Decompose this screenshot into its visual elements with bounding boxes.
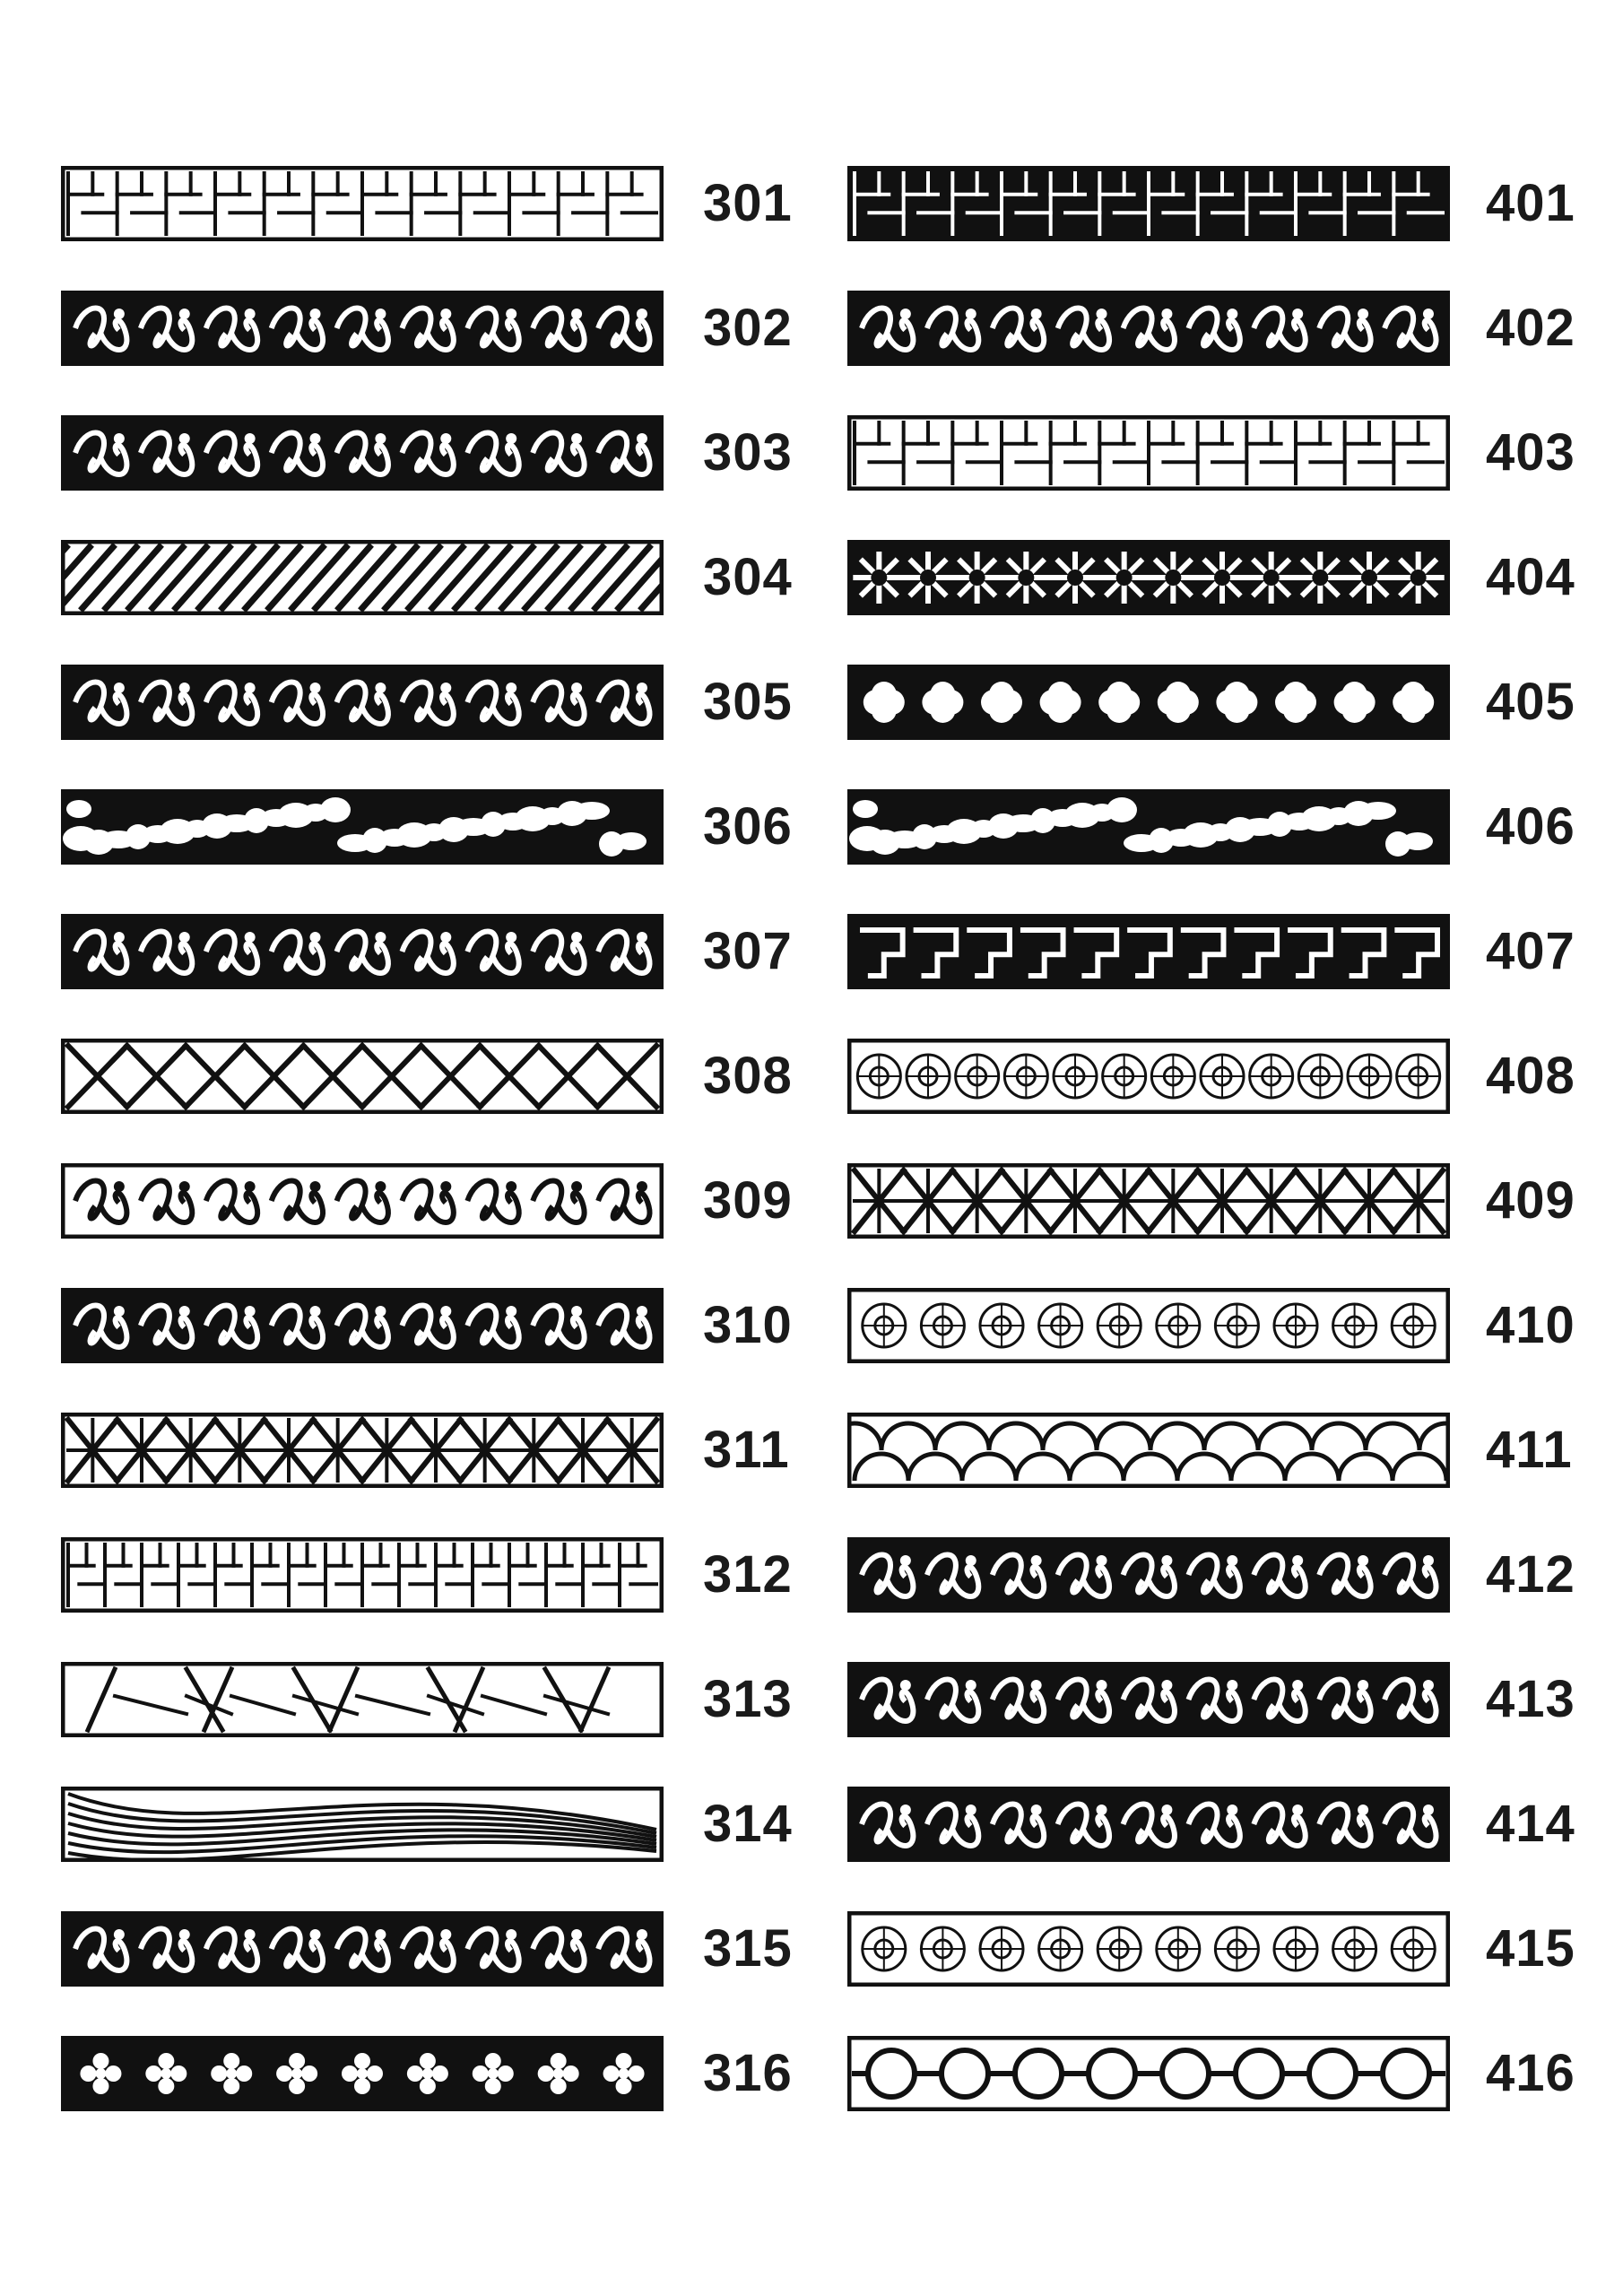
item-code: 309 bbox=[703, 1171, 793, 1230]
item-code: 303 bbox=[703, 423, 793, 482]
catalog-item-405 bbox=[847, 665, 1623, 740]
item-code: 302 bbox=[703, 299, 793, 357]
catalog-item-416 bbox=[847, 2036, 1623, 2111]
item-code: 307 bbox=[703, 922, 793, 980]
item-code: 313 bbox=[703, 1670, 793, 1728]
catalog-item-406 bbox=[847, 789, 1623, 865]
item-code: 411 bbox=[1486, 1421, 1573, 1479]
catalog-item-414 bbox=[847, 1787, 1623, 1862]
item-code: 305 bbox=[703, 673, 793, 731]
catalog-item-313 bbox=[61, 1662, 812, 1737]
catalog-item-303 bbox=[61, 415, 812, 491]
pattern-panel-scroll-dense bbox=[61, 1911, 664, 1987]
catalog-item-309 bbox=[61, 1163, 812, 1239]
item-code: 406 bbox=[1486, 797, 1575, 856]
item-code: 410 bbox=[1486, 1296, 1575, 1354]
catalog-item-312 bbox=[61, 1537, 812, 1613]
catalog-item-412 bbox=[847, 1537, 1623, 1613]
pattern-panel-fret-bold bbox=[847, 166, 1450, 241]
pattern-panel-fret bbox=[61, 166, 664, 241]
item-code: 408 bbox=[1486, 1047, 1575, 1105]
pattern-panel-vine-fine bbox=[847, 1787, 1450, 1862]
pattern-panel-diagonal bbox=[61, 540, 664, 615]
item-code: 308 bbox=[703, 1047, 793, 1105]
item-code: 407 bbox=[1486, 922, 1575, 980]
pattern-panel-cloud-large bbox=[847, 1537, 1450, 1613]
item-code: 412 bbox=[1486, 1545, 1575, 1604]
catalog-item-408 bbox=[847, 1039, 1623, 1114]
item-code: 403 bbox=[1486, 423, 1575, 482]
catalog-item-413 bbox=[847, 1662, 1623, 1737]
item-code: 415 bbox=[1486, 1919, 1575, 1978]
pattern-panel-rings bbox=[847, 2036, 1450, 2111]
item-code: 306 bbox=[703, 797, 793, 856]
pattern-panel-stones bbox=[61, 789, 664, 865]
item-code: 414 bbox=[1486, 1795, 1575, 1853]
catalog-item-307 bbox=[61, 914, 812, 989]
pattern-panel-star-lattice bbox=[61, 1413, 664, 1488]
catalog-item-403 bbox=[847, 415, 1623, 491]
pattern-panel-scales bbox=[847, 1413, 1450, 1488]
item-code: 316 bbox=[703, 2044, 793, 2102]
catalog-item-404 bbox=[847, 540, 1623, 615]
pattern-panel-cross-lattice bbox=[847, 1163, 1450, 1239]
catalog-item-315 bbox=[61, 1911, 812, 1987]
pattern-panel-cloud-small bbox=[61, 1288, 664, 1363]
catalog-item-316 bbox=[61, 2036, 812, 2111]
catalog-item-311 bbox=[61, 1413, 812, 1488]
pattern-panel-cracked bbox=[61, 1662, 664, 1737]
pattern-panel-scroll bbox=[61, 291, 664, 366]
catalog-column-400-series bbox=[812, 0, 1623, 2296]
pattern-panel-flower bbox=[61, 914, 664, 989]
catalog-item-407 bbox=[847, 914, 1623, 989]
pattern-panel-key bbox=[847, 914, 1450, 989]
pattern-panel-flower-lattice bbox=[847, 1288, 1450, 1363]
catalog-item-302 bbox=[61, 291, 812, 366]
catalog-item-301 bbox=[61, 166, 812, 241]
item-code: 311 bbox=[703, 1421, 790, 1479]
item-code: 301 bbox=[703, 174, 793, 232]
catalog-item-409 bbox=[847, 1163, 1623, 1239]
pattern-panel-fret-open bbox=[847, 415, 1450, 491]
pattern-panel-waves bbox=[61, 1787, 664, 1862]
item-code: 401 bbox=[1486, 174, 1575, 232]
catalog-item-314 bbox=[61, 1787, 812, 1862]
pattern-panel-star bbox=[847, 540, 1450, 615]
catalog-item-310 bbox=[61, 1288, 812, 1363]
item-code: 416 bbox=[1486, 2044, 1575, 2102]
item-code: 413 bbox=[1486, 1670, 1575, 1728]
pattern-panel-vine bbox=[61, 1163, 664, 1239]
item-code: 310 bbox=[703, 1296, 793, 1354]
item-code: 312 bbox=[703, 1545, 793, 1604]
pattern-panel-lattice bbox=[61, 1039, 664, 1114]
catalog-item-410 bbox=[847, 1288, 1623, 1363]
catalog-item-304 bbox=[61, 540, 812, 615]
item-code: 405 bbox=[1486, 673, 1575, 731]
item-code: 409 bbox=[1486, 1171, 1575, 1230]
catalog-item-401 bbox=[847, 166, 1623, 241]
catalog-item-306 bbox=[61, 789, 812, 865]
pattern-panel-leaf bbox=[61, 415, 664, 491]
catalog-item-305 bbox=[61, 665, 812, 740]
catalog-item-402 bbox=[847, 291, 1623, 366]
pattern-panel-geometric-fine bbox=[847, 1039, 1450, 1114]
item-code: 314 bbox=[703, 1795, 793, 1853]
catalog-item-308 bbox=[61, 1039, 812, 1114]
pattern-panel-fret-fine bbox=[61, 1537, 664, 1613]
catalog-item-415 bbox=[847, 1911, 1623, 1987]
pattern-panel-quatrefoil bbox=[847, 665, 1450, 740]
pattern-panel-flower-lattice-fine bbox=[847, 1911, 1450, 1987]
item-code: 304 bbox=[703, 548, 793, 606]
item-code: 402 bbox=[1486, 299, 1575, 357]
item-code: 404 bbox=[1486, 548, 1575, 606]
pattern-panel-swirl bbox=[847, 1662, 1450, 1737]
pattern-panel-cloud bbox=[61, 665, 664, 740]
pattern-panel-cross bbox=[61, 2036, 664, 2111]
pattern-panel-stones bbox=[847, 789, 1450, 865]
item-code: 315 bbox=[703, 1919, 793, 1978]
catalog-item-411 bbox=[847, 1413, 1623, 1488]
pattern-panel-scroll bbox=[847, 291, 1450, 366]
